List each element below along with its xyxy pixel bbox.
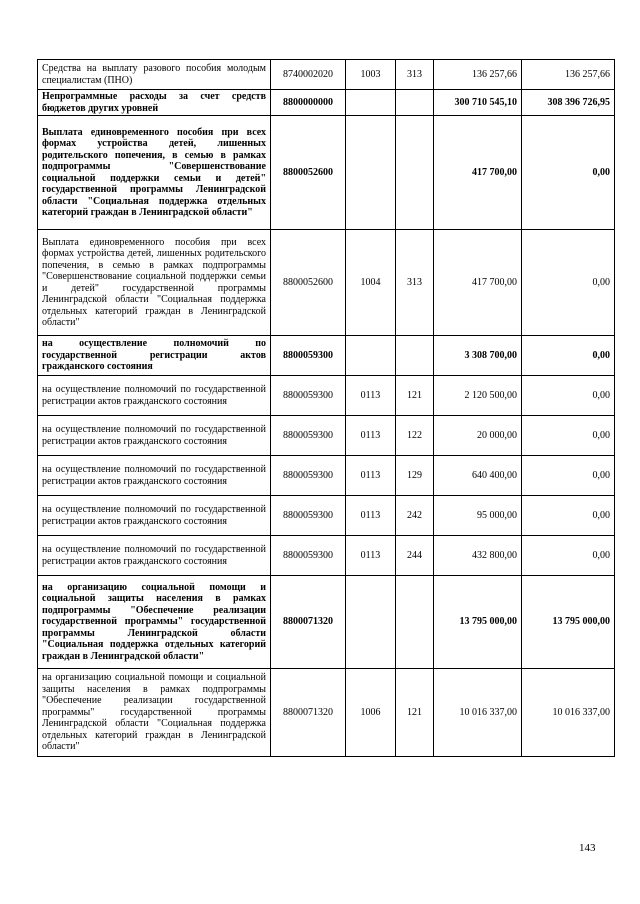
row-sum-second: 0,00	[522, 496, 615, 536]
row-section-code	[346, 90, 396, 116]
row-section-code	[346, 336, 396, 376]
row-name: на осуществление полномочий по государственной регистрации актов гражданского состояния	[38, 456, 271, 496]
row-sum-first: 3 308 700,00	[434, 336, 522, 376]
row-expense-kind: 121	[396, 669, 434, 757]
row-expense-kind: 242	[396, 496, 434, 536]
row-target-code: 8800052600	[271, 230, 346, 336]
row-name: Средства на выплату разового пособия молодым специалистам (ПНО)	[38, 60, 271, 90]
row-name: Выплата единовременного пособия при всех формах устройства детей, лишенных родительского попечения, в семью в рамках подпрограммы "Совершенствование социальной поддержки семьи и детей" государственной программы Ленинградской области "Социальная поддержка отдельных категорий граждан в Ленинградской области"	[38, 230, 271, 336]
row-target-code: 8800059300	[271, 416, 346, 456]
row-sum-second: 0,00	[522, 416, 615, 456]
row-expense-kind: 244	[396, 536, 434, 576]
row-sum-first: 432 800,00	[434, 536, 522, 576]
row-target-code: 8800052600	[271, 116, 346, 230]
page-number: 143	[579, 842, 596, 854]
row-section-code: 1006	[346, 669, 396, 757]
row-target-code: 8800071320	[271, 669, 346, 757]
row-target-code: 8800000000	[271, 90, 346, 116]
row-sum-first: 136 257,66	[434, 60, 522, 90]
row-expense-kind: 122	[396, 416, 434, 456]
row-sum-second: 0,00	[522, 230, 615, 336]
row-name: Непрограммные расходы за счет средств бюджетов других уровней	[38, 90, 271, 116]
table-row	[38, 536, 615, 576]
row-target-code: 8800059300	[271, 376, 346, 416]
row-target-code: 8800059300	[271, 536, 346, 576]
table-row	[38, 116, 615, 230]
row-section-code: 0113	[346, 416, 396, 456]
row-expense-kind: 121	[396, 376, 434, 416]
row-name: на организацию социальной помощи и социальной защиты населения в рамках подпрограммы "Обеспечение реализации государственной программы" государственной программы Ленинградской области "Социальная поддержка отдельных категорий граждан в Ленинградской области"	[38, 669, 271, 757]
row-expense-kind	[396, 576, 434, 669]
row-target-code: 8800059300	[271, 336, 346, 376]
row-name: на организацию социальной помощи и социальной защиты населения в рамках подпрограммы "Обеспечение реализации государственной программы" государственной программы Ленинградской области "Социальная поддержка отдельных категорий граждан в Ленинградской области"	[38, 576, 271, 669]
row-expense-kind: 313	[396, 230, 434, 336]
row-section-code: 1004	[346, 230, 396, 336]
row-section-code: 0113	[346, 496, 396, 536]
table-row	[38, 576, 615, 669]
row-sum-second: 10 016 337,00	[522, 669, 615, 757]
row-sum-first: 2 120 500,00	[434, 376, 522, 416]
table-row	[38, 230, 615, 336]
row-section-code	[346, 576, 396, 669]
table-row	[38, 496, 615, 536]
table-row	[38, 416, 615, 456]
table-row	[38, 456, 615, 496]
row-sum-second: 308 396 726,95	[522, 90, 615, 116]
row-sum-first: 300 710 545,10	[434, 90, 522, 116]
row-sum-first: 95 000,00	[434, 496, 522, 536]
row-sum-second: 0,00	[522, 456, 615, 496]
row-name: на осуществление полномочий по государственной регистрации актов гражданского состояния	[38, 336, 271, 376]
row-section-code: 0113	[346, 456, 396, 496]
row-sum-second: 0,00	[522, 336, 615, 376]
table-row	[38, 376, 615, 416]
row-name: на осуществление полномочий по государственной регистрации актов гражданского состояния	[38, 416, 271, 456]
row-name: на осуществление полномочий по государственной регистрации актов гражданского состояния	[38, 536, 271, 576]
row-sum-second: 136 257,66	[522, 60, 615, 90]
row-section-code	[346, 116, 396, 230]
row-name: Выплата единовременного пособия при всех формах устройства детей, лишенных родительского попечения, в семью в рамках подпрограммы "Совершенствование социальной поддержки семьи и детей" государственной программы Ленинградской области "Социальная поддержка отдельных категорий граждан в Ленинградской области"	[38, 116, 271, 230]
row-sum-first: 417 700,00	[434, 116, 522, 230]
row-sum-first: 640 400,00	[434, 456, 522, 496]
row-sum-first: 10 016 337,00	[434, 669, 522, 757]
table-row	[38, 669, 615, 757]
row-sum-first: 13 795 000,00	[434, 576, 522, 669]
row-target-code: 8800071320	[271, 576, 346, 669]
table-row	[38, 336, 615, 376]
table-row	[38, 60, 615, 90]
row-expense-kind	[396, 90, 434, 116]
budget-table	[37, 59, 615, 757]
row-sum-second: 0,00	[522, 536, 615, 576]
row-section-code: 0113	[346, 376, 396, 416]
row-section-code: 1003	[346, 60, 396, 90]
row-sum-first: 20 000,00	[434, 416, 522, 456]
row-target-code: 8800059300	[271, 496, 346, 536]
row-name: на осуществление полномочий по государственной регистрации актов гражданского состояния	[38, 376, 271, 416]
row-sum-second: 0,00	[522, 376, 615, 416]
row-expense-kind: 313	[396, 60, 434, 90]
row-target-code: 8800059300	[271, 456, 346, 496]
row-expense-kind: 129	[396, 456, 434, 496]
table-row	[38, 90, 615, 116]
row-sum-second: 0,00	[522, 116, 615, 230]
row-sum-second: 13 795 000,00	[522, 576, 615, 669]
row-expense-kind	[396, 336, 434, 376]
row-expense-kind	[396, 116, 434, 230]
row-name: на осуществление полномочий по государственной регистрации актов гражданского состояния	[38, 496, 271, 536]
row-section-code: 0113	[346, 536, 396, 576]
row-sum-first: 417 700,00	[434, 230, 522, 336]
row-target-code: 8740002020	[271, 60, 346, 90]
